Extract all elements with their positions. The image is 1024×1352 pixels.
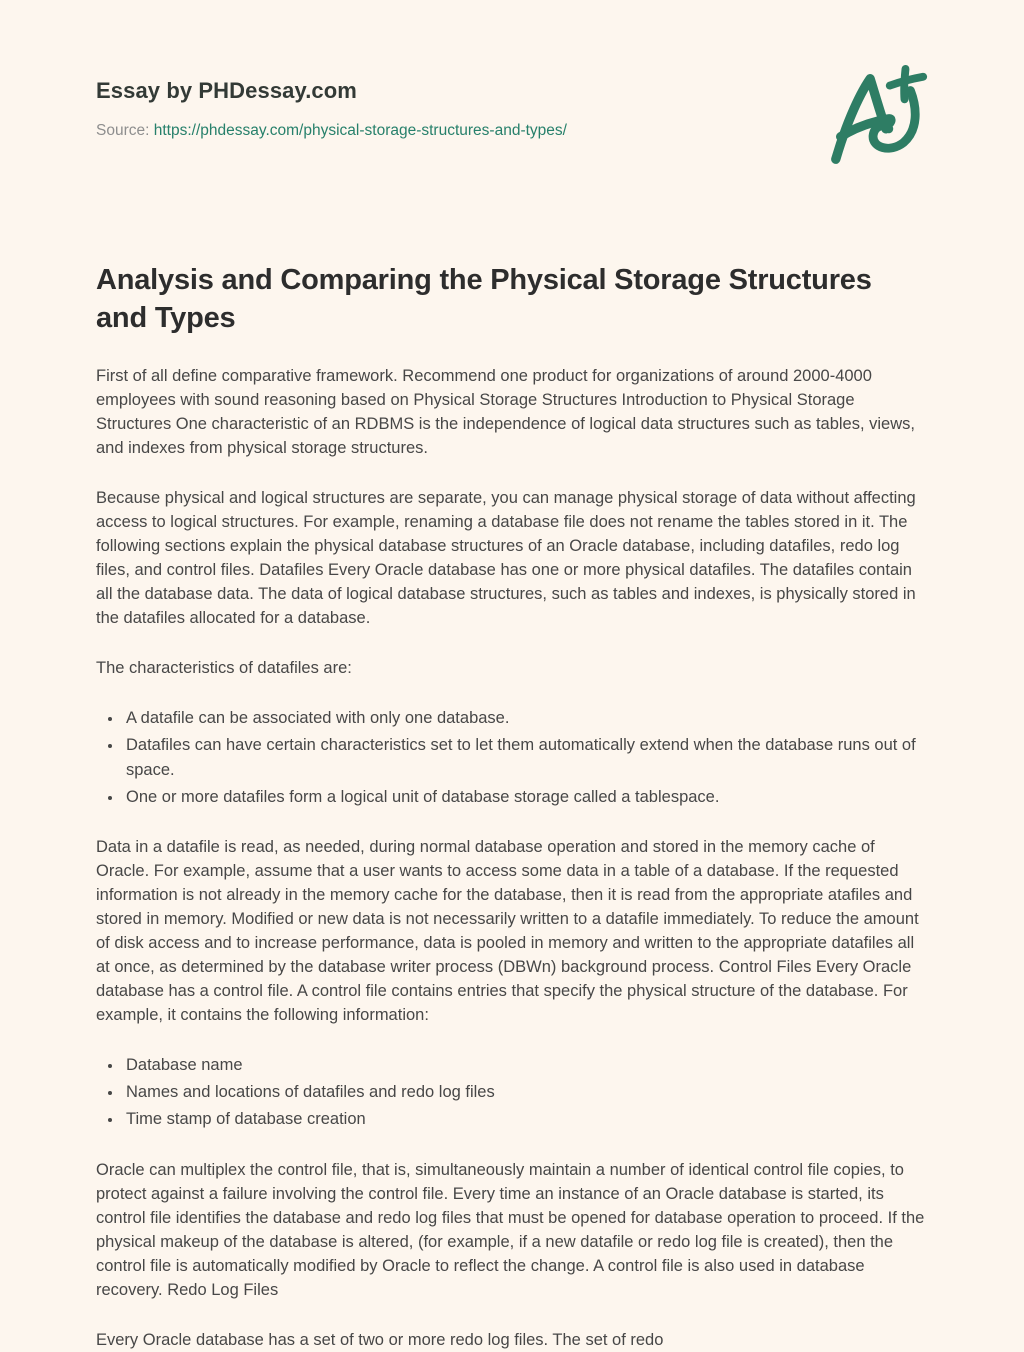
list-item: • Datafiles can have certain characteristics set to let them automatically extend when the database runs out of space. [123,733,928,781]
list-item: • Names and locations of datafiles and redo log files [123,1080,928,1104]
essay-paragraph: Because physical and logical structures are separate, you can manage physical storage of data without affecting access to logical structures. For example, renaming a database file does not rename the tables stored in it. The following sections explain the physical database structures of an Oracle database, including datafiles, redo log files, and control files. Datafiles Every Oracle database has one or more physical datafiles. The datafiles contain all the database data. The data of logical database structures, such as tables and indexes, is physically stored in the datafiles allocated for a database. [96,488,916,628]
header-text-block [96,78,567,140]
essay-body [96,364,928,1352]
source-line [96,122,567,140]
list-item: • Time stamp of database creation [123,1107,928,1131]
header-title: Essay by PHDessay.com [96,78,357,103]
essay-paragraph: Oracle can multiplex the control file, that is, simultaneously maintain a number of identical control file copies, to protect against a failure involving the control file. Every time an instance of an Oracle database is started, its control file identifies the database and redo log files that must be opened for database operation to proceed. If the physical makeup of the database is altered, (for example, if a new datafile or redo log file is created), then the control file is automatically modified by Oracle to reflect the change. A control file is also used in database recovery. Redo Log Files [96,1160,925,1299]
source-url-link[interactable]: https://phdessay.com/physical-storage-structures-and-types/ [153,122,567,139]
essay-paragraph: Data in a datafile is read, as needed, during normal database operation and stored in the memory cache of Oracle. For example, assume that a user wants to access some data in a table of a database. If the requested information is not already in the memory cache for the database, then it is read from the appropriate atafiles and stored in memory. Modified or new data is not necessarily written to a datafile immediately. To reduce the amount of disk access and to increase performance, data is pooled in memory and written to the appropriate datafiles all at once, as determined by the database writer process (DBWn) background process. Control Files Every Oracle database has a control file. A control file contains entries that specify the physical structure of the database. For example, it contains the following information: [96,837,919,1025]
essay-paragraph: Every Oracle database has a set of two or more redo log files. The set of redo [96,1331,664,1350]
list-item: • Database name [123,1053,928,1077]
list-item: • One or more datafiles form a logical unit of database storage called a tablespace. [123,785,928,809]
source-label: Source: [96,122,150,139]
page-title: Analysis and Comparing the Physical Storage Structures and Types [96,264,872,335]
page-header [96,78,928,177]
list-item: • A datafile can be associated with only one database. [123,706,928,730]
datafile-characteristics-list [96,706,928,808]
essay-paragraph: First of all define comparative framework. Recommend one product for organizations of around 2000-4000 employees with sound reasoning based on Physical Storage Structures Introduction to Physical Storage Structures One characteristic of an RDBMS is the independence of logical data structures such as tables, views, and indexes from physical storage structures. [96,366,915,457]
essay-paragraph: The characteristics of datafiles are: [96,659,352,678]
phdessay-a-plus-logo-icon [828,64,928,177]
control-file-contents-list [96,1053,928,1131]
